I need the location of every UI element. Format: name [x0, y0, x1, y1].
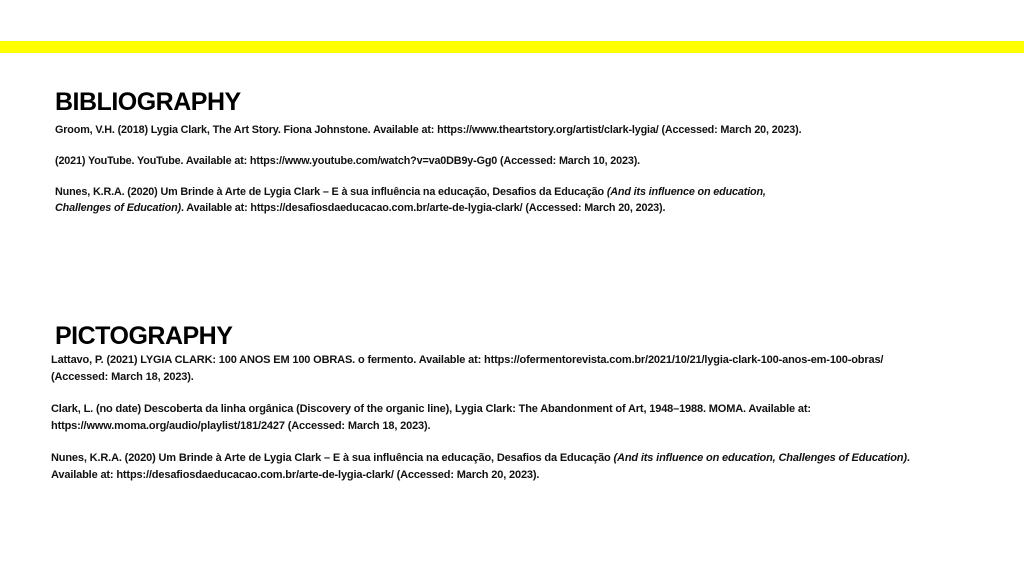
pictography-entry-nunes	[51, 450, 921, 484]
pictography-entry-nunes-translation: (And its influence on education, Challenges of Education)	[613, 452, 907, 464]
yellow-accent-bar	[0, 41, 1024, 53]
bibliography-entry-groom: Groom, V.H. (2018) Lygia Clark, The Art Story. Fiona Johnstone. Available at: https://www.theartstory.org/artist/clark-lygia/ (Accessed: March 20, 2023).	[55, 124, 802, 136]
pictography-section	[51, 318, 931, 499]
bibliography-entry-nunes-translation: (And its influence on education, Challenges of Education)	[55, 186, 766, 214]
pictography-entry-lattavo: Lattavo, P. (2021) LYGIA CLARK: 100 ANOS EM 100 OBRAS. o fermento. Available at: https://ofermentorevista.com.br/2021/10/21/lygia-clark-100-anos-em-100-obras/ (Accessed: March 18, 2023).	[51, 354, 884, 383]
bibliography-heading: BIBLIOGRAPHY	[55, 88, 241, 116]
bibliography-entry-youtube: (2021) YouTube. YouTube. Available at: https://www.youtube.com/watch?v=va0DB9y-Gg0 (Accessed: March 10, 2023).	[55, 155, 640, 167]
pictography-entry-nunes-main: Nunes, K.R.A. (2020) Um Brinde à Arte de Lygia Clark – E à sua influência na educação, Desafios da Educação	[51, 452, 614, 464]
pictography-heading: PICTOGRAPHY	[55, 322, 233, 350]
bibliography-section	[55, 84, 915, 231]
pictography-entry-clark: Clark, L. (no date) Descoberta da linha orgânica (Discovery of the organic line), Lygia Clark: The Abandonment of Art, 1948–1988. MOMA. Available at: https://www.moma.org/audio/playlist/181/2427 (Accessed: March 18, 2023).	[51, 403, 811, 432]
pictography-entry-nunes-tail: . Available at: https://desafiosdaeducacao.com.br/arte-de-lygia-clark/ (Accessed: March 20, 2023).	[51, 452, 910, 481]
bibliography-entry-nunes-main: Nunes, K.R.A. (2020) Um Brinde à Arte de Lygia Clark – E à sua influência na educação, Desafios da Educação	[55, 186, 607, 198]
bibliography-entry-nunes-tail: . Available at: https://desafiosdaeducacao.com.br/arte-de-lygia-clark/ (Accessed: March 20, 2023).	[180, 202, 666, 214]
bibliography-entry-nunes	[55, 184, 815, 216]
